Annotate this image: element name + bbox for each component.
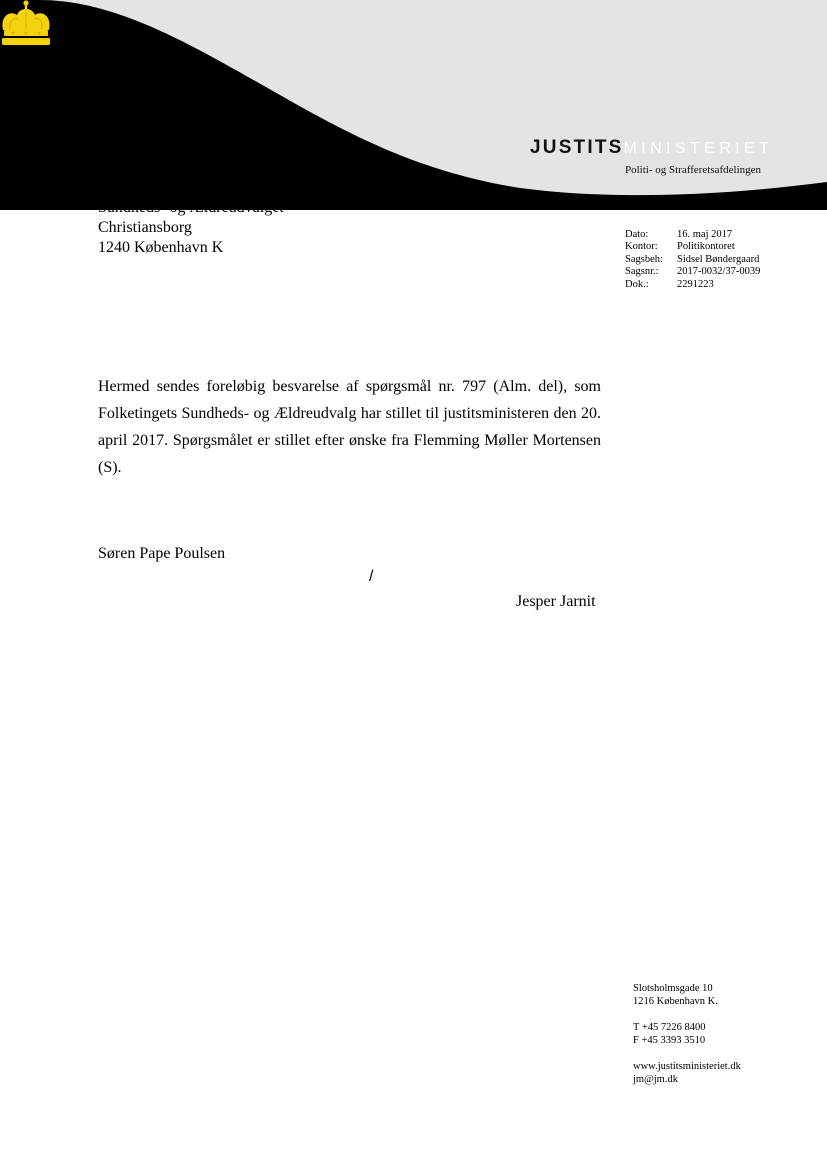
crown-icon: [0, 0, 52, 46]
meta-row-case-number: [625, 266, 760, 278]
meta-value: 2291223: [677, 278, 714, 290]
letterhead-wave: [0, 0, 827, 210]
meta-value: Politikontoret: [677, 241, 735, 253]
signature-official: Jesper Jarnit: [516, 593, 596, 610]
logo-light-text: MINISTERIET: [623, 140, 774, 157]
recipient-line-2: Christiansborg: [98, 219, 192, 236]
meta-value: Sidsel Bøndergaard: [677, 253, 760, 265]
meta-label: Kontor:: [625, 241, 658, 253]
letter-body: Hermed sendes foreløbig besvarelse af spørgsmål nr. 797 (Alm. del), som Folketingets Sundheds- og Ældreudvalg har stillet til justitsministeren den 20. april 2017. Spørgsmålet er stillet efter ønske fra Flemming Møller Mortensen (S).: [98, 378, 601, 476]
meta-label: Dok.:: [625, 278, 649, 290]
meta-row-date: [625, 229, 760, 241]
footer-email[interactable]: jm@jm.dk: [633, 1073, 678, 1085]
footer-street: Slotsholmsgade 10: [633, 983, 713, 994]
ministry-contact-info: [633, 983, 741, 1086]
logo-bold-text: JUSTITS: [530, 137, 624, 158]
meta-row-document: [625, 279, 760, 291]
footer-city: 1216 København K.: [633, 995, 718, 1007]
meta-label: Sagsnr.:: [625, 266, 659, 278]
footer-fax: F +45 3393 3510: [633, 1034, 706, 1046]
meta-value: 2017-0032/37-0039: [677, 266, 761, 278]
document-metadata: [625, 229, 760, 291]
ministry-logo-text: [530, 137, 773, 159]
meta-label: Dato:: [625, 229, 649, 240]
recipient-line-1: Sundheds- og Ældreudvalget: [98, 199, 284, 216]
meta-value: 16. maj 2017: [677, 229, 733, 240]
footer-spacer: [633, 1047, 741, 1061]
meta-label: Sagsbeh:: [625, 253, 663, 265]
letterhead: [0, 0, 827, 210]
footer-spacer: [633, 1008, 741, 1022]
recipient-line-3: 1240 København K: [98, 239, 224, 256]
department-name: Politi- og Strafferetsafdelingen: [625, 164, 762, 176]
footer-website[interactable]: www.justitsministeriet.dk: [633, 1061, 741, 1072]
signature-minister: Søren Pape Poulsen: [98, 545, 226, 562]
meta-row-office: [625, 241, 760, 253]
footer-phone: T +45 7226 8400: [633, 1022, 706, 1033]
signature-separator: /: [369, 568, 374, 585]
recipient-address: [98, 198, 284, 258]
meta-row-caseworker: [625, 254, 760, 266]
